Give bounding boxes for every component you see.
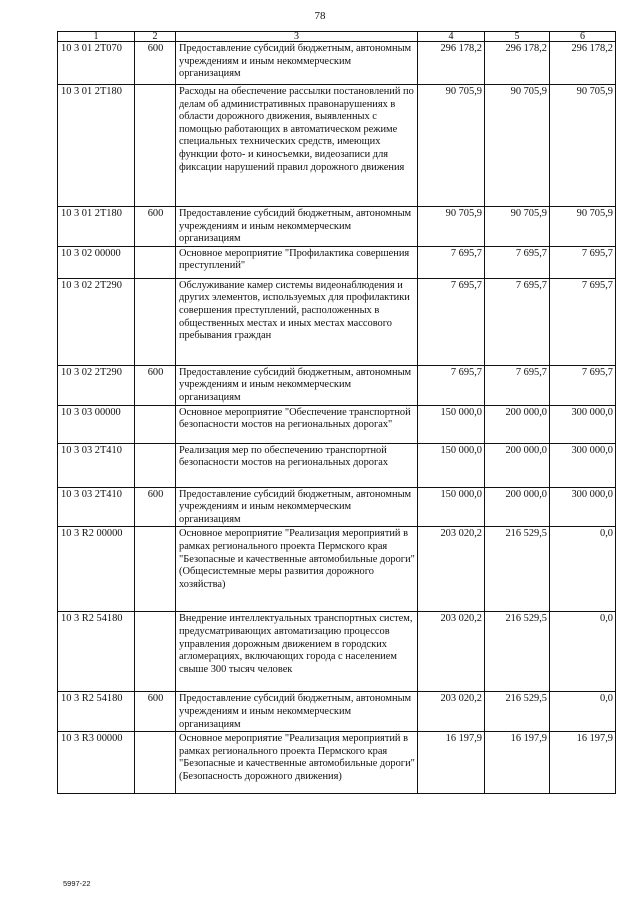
cell-expense-type (135, 405, 176, 443)
cell-amount-1: 7 695,7 (418, 278, 485, 365)
cell-code: 10 3 02 2Т290 (58, 365, 135, 405)
cell-amount-1: 16 197,9 (418, 732, 485, 794)
cell-amount-3: 90 705,9 (550, 85, 616, 207)
cell-amount-2: 200 000,0 (485, 405, 550, 443)
column-header-3: 3 (176, 32, 418, 42)
cell-amount-1: 150 000,0 (418, 487, 485, 527)
cell-amount-2: 16 197,9 (485, 732, 550, 794)
cell-code: 10 3 02 2Т290 (58, 278, 135, 365)
cell-code: 10 3 03 00000 (58, 405, 135, 443)
cell-name: Предоставление субсидий бюджетным, автономным учреждениям и иным некоммерческим организациям (176, 692, 418, 732)
cell-amount-1: 150 000,0 (418, 405, 485, 443)
cell-amount-1: 203 020,2 (418, 692, 485, 732)
cell-expense-type (135, 85, 176, 207)
table-row (58, 612, 616, 692)
cell-expense-type: 600 (135, 487, 176, 527)
cell-amount-1: 7 695,7 (418, 246, 485, 278)
cell-amount-2: 216 529,5 (485, 692, 550, 732)
column-header-2: 2 (135, 32, 176, 42)
cell-amount-2: 7 695,7 (485, 365, 550, 405)
table-row (58, 443, 616, 487)
header-row (58, 32, 616, 42)
table-row (58, 207, 616, 247)
cell-amount-2: 7 695,7 (485, 278, 550, 365)
cell-code: 10 3 01 2Т070 (58, 42, 135, 85)
cell-expense-type (135, 278, 176, 365)
cell-amount-3: 0,0 (550, 527, 616, 612)
cell-code: 10 3 03 2Т410 (58, 443, 135, 487)
footer-code: 5997-22 (63, 879, 91, 888)
cell-amount-2: 7 695,7 (485, 246, 550, 278)
cell-name: Расходы на обеспечение рассылки постановлений по делам об административных правонарушениях в области дорожного движения, выявленных с помощью работающих в автоматическом режиме специальных технических средств, имеющих функции фото- и киносъемки, видеозаписи для фиксации нарушений правил дорожного движения (176, 85, 418, 207)
cell-amount-1: 150 000,0 (418, 443, 485, 487)
cell-expense-type (135, 443, 176, 487)
cell-code: 10 3 03 2Т410 (58, 487, 135, 527)
cell-name: Предоставление субсидий бюджетным, автономным учреждениям и иным некоммерческим организациям (176, 487, 418, 527)
cell-amount-2: 216 529,5 (485, 612, 550, 692)
cell-name: Реализация мер по обеспечению транспортной безопасности мостов на региональных дорогах (176, 443, 418, 487)
cell-expense-type (135, 246, 176, 278)
cell-expense-type: 600 (135, 42, 176, 85)
column-header-1: 1 (58, 32, 135, 42)
cell-amount-2: 296 178,2 (485, 42, 550, 85)
cell-amount-2: 216 529,5 (485, 527, 550, 612)
cell-amount-1: 7 695,7 (418, 365, 485, 405)
cell-name: Обслуживание камер системы видеонаблюдения и других элементов, используемых для профилактики совершения преступлений, расположенных в общественных местах и иных местах массового пребывания граждан (176, 278, 418, 365)
cell-amount-2: 200 000,0 (485, 487, 550, 527)
table-row (58, 487, 616, 527)
cell-amount-3: 0,0 (550, 612, 616, 692)
cell-amount-3: 300 000,0 (550, 487, 616, 527)
cell-expense-type: 600 (135, 365, 176, 405)
cell-amount-1: 296 178,2 (418, 42, 485, 85)
page-number: 78 (314, 10, 326, 22)
cell-amount-3: 0,0 (550, 692, 616, 732)
cell-amount-3: 7 695,7 (550, 278, 616, 365)
cell-amount-1: 90 705,9 (418, 85, 485, 207)
cell-code: 10 3 01 2Т180 (58, 207, 135, 247)
cell-amount-3: 16 197,9 (550, 732, 616, 794)
table-row (58, 278, 616, 365)
table-row (58, 405, 616, 443)
column-header-4: 4 (418, 32, 485, 42)
cell-expense-type (135, 527, 176, 612)
cell-expense-type (135, 612, 176, 692)
cell-name: Предоставление субсидий бюджетным, автономным учреждениям и иным некоммерческим организациям (176, 365, 418, 405)
table-row (58, 527, 616, 612)
cell-code: 10 3 02 00000 (58, 246, 135, 278)
cell-code: 10 3 R3 00000 (58, 732, 135, 794)
cell-name: Предоставление субсидий бюджетным, автономным учреждениям и иным некоммерческим организациям (176, 42, 418, 85)
cell-expense-type: 600 (135, 207, 176, 247)
cell-name: Основное мероприятие "Профилактика совершения преступлений" (176, 246, 418, 278)
cell-amount-1: 203 020,2 (418, 527, 485, 612)
cell-amount-2: 90 705,9 (485, 85, 550, 207)
cell-name: Внедрение интеллектуальных транспортных систем, предусматривающих автоматизацию процессов управления дорожным движением в городских агломерациях, включающих города с населением свыше 300 тысяч человек (176, 612, 418, 692)
cell-name: Основное мероприятие "Обеспечение транспортной безопасности мостов на региональных дорогах" (176, 405, 418, 443)
table-row (58, 42, 616, 85)
table-row (58, 246, 616, 278)
cell-amount-3: 7 695,7 (550, 365, 616, 405)
cell-name: Основное мероприятие "Реализация мероприятий в рамках регионального проекта Пермского края "Безопасные и качественные автомобильные дороги" (Общесистемные меры развития дорожного хозяйства) (176, 527, 418, 612)
table-row (58, 85, 616, 207)
cell-name: Предоставление субсидий бюджетным, автономным учреждениям и иным некоммерческим организациям (176, 207, 418, 247)
cell-code: 10 3 R2 00000 (58, 527, 135, 612)
cell-code: 10 3 R2 54180 (58, 692, 135, 732)
table-row (58, 365, 616, 405)
cell-amount-3: 300 000,0 (550, 405, 616, 443)
cell-amount-2: 90 705,9 (485, 207, 550, 247)
cell-amount-3: 300 000,0 (550, 443, 616, 487)
cell-amount-3: 296 178,2 (550, 42, 616, 85)
table-row (58, 692, 616, 732)
column-header-6: 6 (550, 32, 616, 42)
column-header-5: 5 (485, 32, 550, 42)
cell-amount-3: 90 705,9 (550, 207, 616, 247)
cell-code: 10 3 R2 54180 (58, 612, 135, 692)
table-row (58, 732, 616, 794)
cell-name: Основное мероприятие "Реализация мероприятий в рамках регионального проекта Пермского края "Безопасные и качественные автомобильные дороги" (Безопасность дорожного движения) (176, 732, 418, 794)
cell-amount-3: 7 695,7 (550, 246, 616, 278)
cell-code: 10 3 01 2Т180 (58, 85, 135, 207)
cell-amount-1: 90 705,9 (418, 207, 485, 247)
budget-table (57, 31, 616, 794)
cell-expense-type (135, 732, 176, 794)
cell-amount-2: 200 000,0 (485, 443, 550, 487)
cell-expense-type: 600 (135, 692, 176, 732)
cell-amount-1: 203 020,2 (418, 612, 485, 692)
